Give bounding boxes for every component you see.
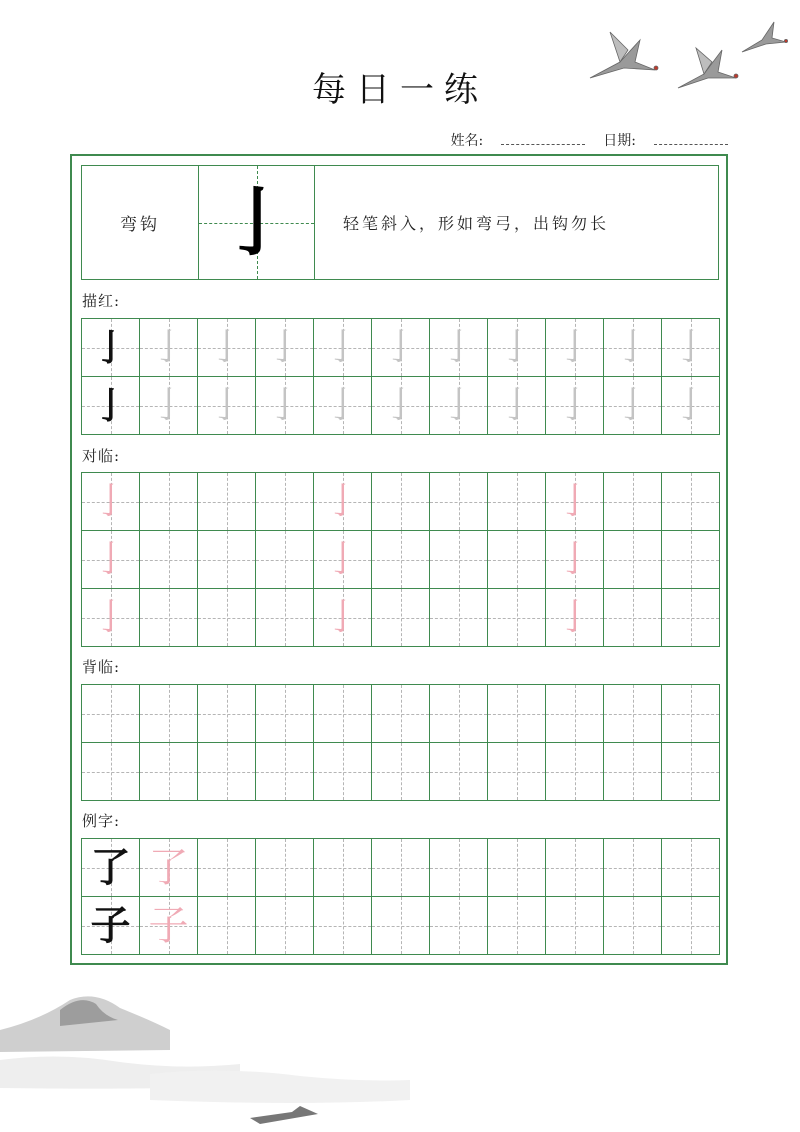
practice-cell[interactable]: [314, 589, 372, 647]
practice-cell[interactable]: [546, 685, 604, 743]
practice-cell[interactable]: [140, 839, 198, 897]
practice-cell[interactable]: [372, 473, 430, 531]
practice-cell[interactable]: [140, 589, 198, 647]
trace-stroke: 亅: [382, 326, 419, 368]
guide-stroke: 亅: [92, 596, 129, 638]
practice-cell[interactable]: [430, 319, 488, 377]
date-label: 日期:: [603, 133, 636, 149]
practice-cell[interactable]: [546, 531, 604, 589]
practice-cell[interactable]: [488, 531, 546, 589]
practice-cell[interactable]: [256, 531, 314, 589]
trace-stroke: 亅: [556, 326, 593, 368]
practice-cell[interactable]: [82, 473, 140, 531]
guide-stroke: 亅: [324, 596, 361, 638]
practice-cell[interactable]: [546, 743, 604, 801]
trace-stroke: 亅: [208, 384, 245, 426]
practice-cell[interactable]: [256, 897, 314, 955]
practice-cell[interactable]: [430, 589, 488, 647]
practice-cell[interactable]: [546, 473, 604, 531]
practice-cell[interactable]: [488, 319, 546, 377]
practice-cell[interactable]: [488, 377, 546, 435]
trace-stroke: 亅: [150, 384, 187, 426]
practice-cell[interactable]: [140, 743, 198, 801]
practice-cell[interactable]: [604, 473, 662, 531]
practice-cell[interactable]: [314, 897, 372, 955]
example-label: 例字:: [82, 812, 121, 830]
copy-grid: [81, 472, 720, 647]
practice-cell[interactable]: [662, 897, 720, 955]
date-blank[interactable]: [654, 134, 728, 145]
practice-cell[interactable]: [430, 685, 488, 743]
practice-cell[interactable]: [372, 319, 430, 377]
practice-cell[interactable]: [488, 743, 546, 801]
practice-cell[interactable]: [314, 685, 372, 743]
practice-cell[interactable]: [140, 377, 198, 435]
practice-cell[interactable]: [314, 377, 372, 435]
practice-cell[interactable]: [198, 589, 256, 647]
example-trace-char: 了: [148, 844, 189, 891]
practice-cell[interactable]: [604, 377, 662, 435]
trace-stroke: 亅: [150, 326, 187, 368]
practice-cell[interactable]: [488, 473, 546, 531]
practice-cell[interactable]: [662, 743, 720, 801]
practice-cell[interactable]: [372, 531, 430, 589]
example-char: 子: [90, 901, 131, 949]
recall-grid: [81, 684, 720, 801]
practice-cell[interactable]: [82, 319, 140, 377]
practice-cell[interactable]: [662, 685, 720, 743]
trace-stroke: 亅: [382, 384, 419, 426]
practice-cell[interactable]: [662, 473, 720, 531]
practice-cell[interactable]: [140, 531, 198, 589]
practice-cell[interactable]: [604, 897, 662, 955]
ink-landscape-icon: [0, 990, 420, 1132]
trace-stroke: 亅: [498, 384, 535, 426]
practice-cell[interactable]: [82, 743, 140, 801]
practice-cell[interactable]: [314, 319, 372, 377]
practice-cell[interactable]: [604, 589, 662, 647]
trace-stroke: 亅: [672, 326, 709, 368]
practice-cell[interactable]: [198, 473, 256, 531]
copy-label: 对临:: [82, 447, 121, 465]
practice-cell[interactable]: [488, 897, 546, 955]
practice-cell[interactable]: [372, 589, 430, 647]
practice-cell[interactable]: [198, 377, 256, 435]
trace-label: 描红:: [82, 292, 121, 310]
practice-cell[interactable]: [256, 589, 314, 647]
trace-stroke: 亅: [208, 326, 245, 368]
practice-cell[interactable]: [662, 531, 720, 589]
practice-cell[interactable]: [314, 473, 372, 531]
practice-cell[interactable]: [488, 589, 546, 647]
trace-stroke: 亅: [440, 384, 477, 426]
practice-cell[interactable]: [140, 897, 198, 955]
practice-cell[interactable]: [82, 685, 140, 743]
practice-cell[interactable]: [372, 839, 430, 897]
practice-cell[interactable]: [430, 473, 488, 531]
guide-stroke: 亅: [324, 538, 361, 580]
trace-stroke: 亅: [614, 326, 651, 368]
model-stroke: 亅: [92, 326, 129, 369]
stroke-header: [81, 165, 719, 280]
practice-cell[interactable]: [314, 743, 372, 801]
practice-cell[interactable]: [198, 897, 256, 955]
practice-cell[interactable]: [604, 743, 662, 801]
practice-cell[interactable]: [662, 589, 720, 647]
practice-cell[interactable]: [430, 897, 488, 955]
guide-stroke: 亅: [556, 538, 593, 580]
practice-cell[interactable]: [198, 531, 256, 589]
recall-label: 背临:: [82, 658, 121, 676]
model-stroke: 亅: [92, 384, 129, 427]
practice-cell[interactable]: [604, 839, 662, 897]
trace-stroke: 亅: [266, 326, 303, 368]
name-blank[interactable]: [501, 134, 585, 145]
example-char: 了: [90, 843, 131, 891]
name-label: 姓名:: [450, 133, 484, 149]
practice-cell[interactable]: [372, 897, 430, 955]
practice-cell[interactable]: [198, 685, 256, 743]
practice-cell[interactable]: [140, 473, 198, 531]
page-title: 每日一练: [312, 70, 488, 110]
practice-cell[interactable]: [256, 743, 314, 801]
practice-cell[interactable]: [372, 743, 430, 801]
practice-cell[interactable]: [546, 589, 604, 647]
practice-cell[interactable]: [82, 897, 140, 955]
practice-cell[interactable]: [256, 319, 314, 377]
practice-cell[interactable]: [662, 377, 720, 435]
practice-cell[interactable]: [256, 839, 314, 897]
guide-stroke: 亅: [556, 596, 593, 638]
trace-stroke: 亅: [440, 326, 477, 368]
stroke-description: 轻笔斜入，形如弯弓，出钩勿长: [343, 214, 610, 233]
practice-cell[interactable]: [604, 685, 662, 743]
practice-cell[interactable]: [604, 319, 662, 377]
practice-cell[interactable]: [82, 839, 140, 897]
practice-cell[interactable]: [82, 531, 140, 589]
example-trace-char: 子: [148, 902, 189, 949]
practice-cell[interactable]: [140, 319, 198, 377]
practice-cell[interactable]: [546, 377, 604, 435]
trace-stroke: 亅: [498, 326, 535, 368]
practice-cell[interactable]: [256, 377, 314, 435]
stroke-demo-char: 亅: [219, 179, 294, 266]
practice-cell[interactable]: [256, 685, 314, 743]
trace-stroke: 亅: [556, 384, 593, 426]
practice-cell[interactable]: [82, 377, 140, 435]
practice-cell[interactable]: [546, 319, 604, 377]
stroke-demo-cell: [199, 166, 315, 279]
practice-cell[interactable]: [662, 319, 720, 377]
practice-cell[interactable]: [314, 531, 372, 589]
trace-stroke: 亅: [266, 384, 303, 426]
guide-stroke: 亅: [92, 538, 129, 580]
practice-cell[interactable]: [372, 377, 430, 435]
trace-stroke: 亅: [324, 384, 361, 426]
meta-row: [451, 130, 728, 150]
practice-cell[interactable]: [256, 473, 314, 531]
practice-cell[interactable]: [546, 897, 604, 955]
stroke-name: 弯钩: [82, 166, 199, 279]
practice-cell[interactable]: [198, 839, 256, 897]
example-grid: [81, 838, 720, 955]
practice-cell[interactable]: [430, 377, 488, 435]
practice-cell[interactable]: [488, 685, 546, 743]
practice-cell[interactable]: [430, 743, 488, 801]
practice-cell[interactable]: [662, 839, 720, 897]
trace-grid: [81, 318, 720, 435]
guide-stroke: 亅: [556, 480, 593, 522]
practice-cell[interactable]: [430, 531, 488, 589]
trace-stroke: 亅: [672, 384, 709, 426]
practice-cell[interactable]: [546, 839, 604, 897]
guide-stroke: 亅: [92, 480, 129, 522]
practice-cell[interactable]: [198, 319, 256, 377]
practice-cell[interactable]: [198, 743, 256, 801]
trace-stroke: 亅: [614, 384, 651, 426]
guide-stroke: 亅: [324, 480, 361, 522]
practice-cell[interactable]: [82, 589, 140, 647]
practice-cell[interactable]: [488, 839, 546, 897]
practice-cell[interactable]: [604, 531, 662, 589]
practice-cell[interactable]: [314, 839, 372, 897]
trace-stroke: 亅: [324, 326, 361, 368]
practice-cell[interactable]: [140, 685, 198, 743]
practice-cell[interactable]: [430, 839, 488, 897]
practice-cell[interactable]: [372, 685, 430, 743]
